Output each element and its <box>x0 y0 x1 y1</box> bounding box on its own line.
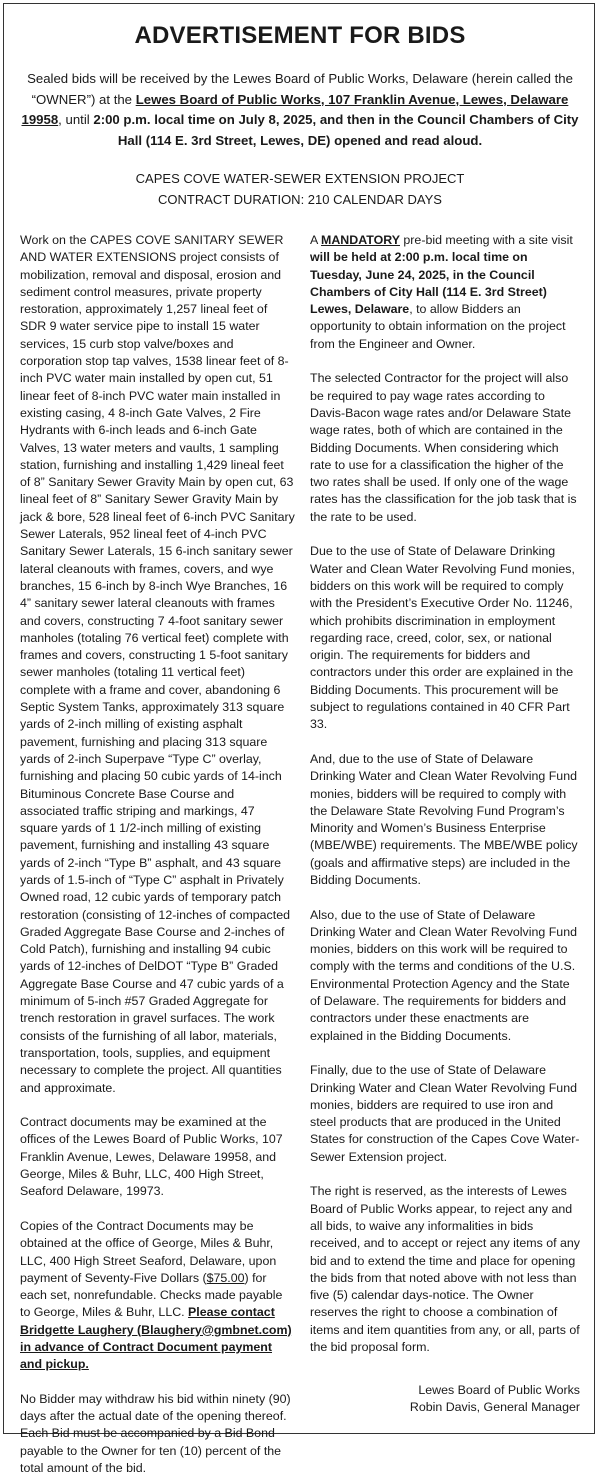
project-name: CAPES COVE WATER-SEWER EXTENSION PROJECT <box>135 171 465 186</box>
intro-text-2: , until <box>58 112 94 127</box>
right-column <box>310 232 582 1356</box>
page-title: ADVERTISEMENT FOR BIDS <box>134 22 466 49</box>
epa-requirements: Also, due to the use of State of Delaware Drinking Water and Clean Water Revolving Fund monies, bidders on this work will be required to comply with the terms and conditions of the U.S. Environmental Protection Agency and the State of Delaware. The requirements for bidders and contractors under these enactments are explained in the Bidding Documents. <box>310 907 577 1043</box>
bid-withdrawal: No Bidder may withdraw his bid within ninety (90) days after the actual date of the opening thereof. Each Bid must be accompanied by a Bid Bond payable to the Owner for ten (10) percent of the total amount of the bid. <box>20 1391 291 1476</box>
scope-of-work: Work on the CAPES COVE SANITARY SEWER AND WATER EXTENSIONS project consists of mobilization, removal and disposal, erosion and sediment control measures, private property restoration, approximately 1,257 lineal feet of SDR 9 water service pipe to install 15 water services, 15 curb stop valve/boxes and corporation stop tap valves, 1538 linear feet of 8-inch PVC water main installed by open cut, 51 linear feet of 8-inch PVC water main installed in existing casing, 4 8-inch Gate Valves, 2 Fire Hydrants with 6-inch leads and 6-inch Gate Valves, 13 water meters and vaults, 1 sampling station, furnishing and installing 1,429 lineal feet of 8” Sanitary Sewer Gravity Main by open cut, 63 lineal feet of 8” Sanitary Sewer Gravity Main by jack & bore, 528 lineal feet of 6-inch PVC Sanitary Sewer Laterals, 952 lineal feet of 4-inch PVC Sanitary Sewer Laterals, 15 6-inch sanitary sewer lateral cleanouts with frames, covers, and wye branches, 15 6-inch by 8-inch Wye Branches, 16 4” sanitary sewer lateral cleanouts with frames and covers, constructing 7 4-foot sanitary sewer manholes (totaling 76 vertical feet) complete with frames and covers, constructing 1 5-foot sanitary sewer manholes (totaling 11 vertical feet) complete with a frame and cover, abandoning 6 Septic System Tanks, approximately 313 square yards of 2-inch milling of existing asphalt pavement, furnishing and placing 313 square yards of 2-inch Superpave “Type C” overlay, furnishing and placing 50 cubic yards of 14-inch Bituminous Concrete Base Course and associated traffic striping and markings, 47 square yards of 1 1/2-inch milling of existing pavement, furnishing and installing 43 square yards of 2-inch “Type B” asphalt, and 43 square yards of 1.5-inch of “Type C” asphalt in Privately Owned road, 12 cubic yards of temporary patch restoration (consisting of 12-inches of compacted Graded Aggregate Base Course and 2-inches of Cold Patch), furnishing and installing 94 cubic yards of 12-inches of DelDOT “Type B” Graded Aggregate Base Course and 47 cubic yards of a minimum of 5-inch #57 Graded Aggregate for trench restoration in gravel surfaces. The work consists of the furnishing of all labor, materials, transportation, tools, supplies, and equipment necessary to complete the project. All quantities and approximate. <box>20 233 295 1095</box>
signature-block <box>310 1382 580 1417</box>
intro-text-1: Sealed bids will be received by the Lewes Board of Public Works, Delaware (herein called the “OWNER”) at the <box>27 71 573 107</box>
copies-text-2: ) for each set, nonrefundable. Checks made payable to George, Miles & Buhr, LLC. <box>20 1270 283 1320</box>
signature-name: Robin Davis, General Manager <box>409 1400 580 1415</box>
american-iron-steel: Finally, due to the use of State of Delaware Drinking Water and Clean Water Revolving Fund monies, bidders are required to use iron and steel products that are produced in the United States for construction of the Capes Cove Water-Sewer Extension project. <box>310 1063 580 1164</box>
contract-duration: CONTRACT DURATION: 210 CALENDAR DAYS <box>158 192 442 207</box>
prebid-text-2: pre-bid meeting with a site visit <box>399 233 573 247</box>
intro-paragraph <box>20 69 580 151</box>
mbe-wbe: And, due to the use of State of Delaware Drinking Water and Clean Water Revolving Fund monies, bidders will be required to comply with the Delaware State Revolving Fund Program’s Minority and Women’s Business Enterprise (MBE/WBE) requirements. The MBE/WBE policy (goals and affirmative steps) are included in the Bidding Documents. <box>310 751 578 887</box>
copies-price: $75.00 <box>206 1270 245 1285</box>
prebid-details: will be held at 2:00 p.m. local time on Tuesday, June 24, 2025, in the Council Chambers of City Hall (114 E. 3rd Street) Lewes, Delaware <box>310 250 547 317</box>
examine-documents: Contract documents may be examined at the offices of the Lewes Board of Public Works, 107 Franklin Avenue, Lewes, Delaware 19958, and George, Miles & Buhr, LLC, 400 High Street, Seaford Delaware, 19973. <box>20 1115 283 1199</box>
prebid-meeting <box>310 232 582 353</box>
signature-org: Lewes Board of Public Works <box>418 1383 580 1397</box>
rights-reserved: The right is reserved, as the interests of Lewes Board of Public Works appear, to reject any and all bids, to waive any informalities in bids received, and to accept or reject any items of any bid and to extend the time and place for opening the bids from that noted above with not less than five (5) calendar days-notice. The Owner reserves the right to choose a combination of items and item quantities from any, or all, parts of the bid proposal form. <box>310 1184 580 1354</box>
project-header <box>0 168 600 210</box>
wage-rates: The selected Contractor for the project will also be required to pay wage rates according to Davis-Bacon wage rates and/or Delaware State wage rates, both of which are contained in the Bidding Documents. When considering which rate to use for a classification the higher of the two rates shall be used. If only one of the wage rates has the classification for the job task that is the rate to be used. <box>310 371 577 524</box>
contact-link[interactable]: Please contact Bridgette Laughery (Blaughery@gmbnet.com) in advance of Contract Document payment and pickup. <box>20 1305 292 1372</box>
prebid-text-3: , to allow Bidders an opportunity to obtain information on the project from the Engineer and Owner. <box>310 302 566 351</box>
executive-order: Due to the use of State of Delaware Drinking Water and Clean Water Revolving Fund monies, bidders on this work will be required to comply with the President’s Executive Order No. 11246, which prohibits discrimination in employment regarding race, creed, color, sex, or national origin. The requirements for bidders and contractors under this order are explained in the Bidding Documents. This procurement will be subject to regulations contained in 40 CFR Part 33. <box>310 544 575 732</box>
intro-opening-time: 2:00 p.m. local time on July 8, 2025, and then in the Council Chambers of City Hall (114 E. 3rd Street, Lewes, DE) opened and read aloud. <box>93 112 579 148</box>
left-column <box>20 232 295 1477</box>
prebid-text-1: A <box>310 233 322 247</box>
intro-location: Lewes Board of Public Works, 107 Franklin Avenue, Lewes, Delaware 19958 <box>21 91 569 127</box>
obtain-documents <box>20 1218 295 1374</box>
copies-text-1: Copies of the Contract Documents may be obtained at the office of George, Miles & Buhr, LLC, 400 High Street Seaford, Delaware, upon payment of Seventy-Five Dollars ( <box>20 1218 277 1285</box>
mandatory-label: MANDATORY <box>321 233 400 247</box>
